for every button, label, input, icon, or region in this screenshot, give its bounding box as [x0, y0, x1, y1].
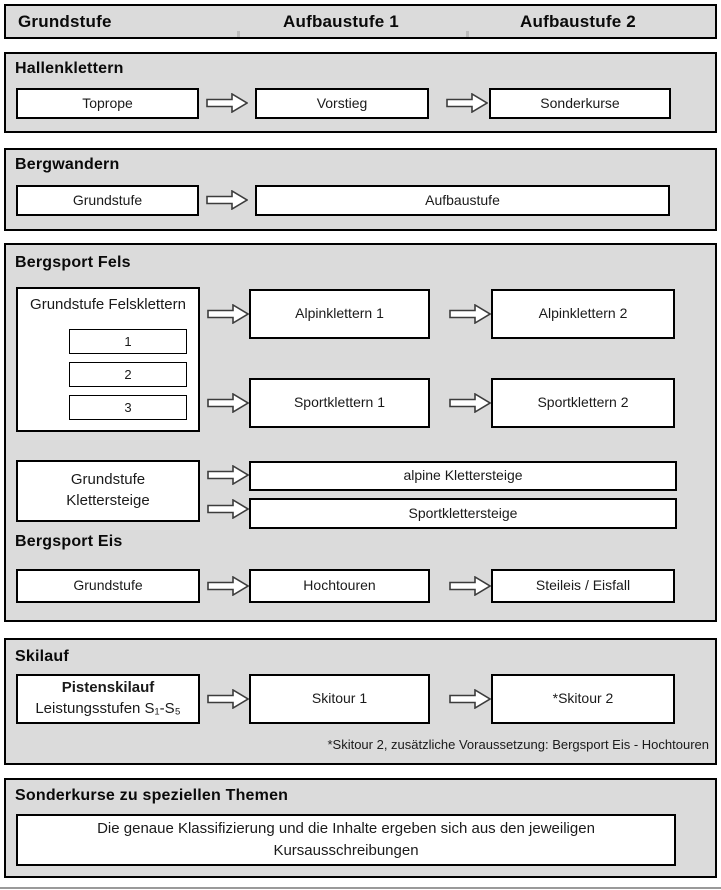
column-tick [466, 31, 469, 37]
arrow-right-icon [449, 689, 491, 709]
course-box-sportklettersteige: Sportklettersteige [249, 498, 677, 529]
skitour-2-footnote: *Skitour 2, zusätzliche Voraussetzung: Bergsport Eis - Hochtouren [327, 737, 709, 752]
page-bottom-rule [0, 887, 721, 889]
course-box-aufbaustufe-bergwandern: Aufbaustufe [255, 185, 670, 216]
arrow-right-icon [207, 465, 249, 485]
course-box-toprope: Toprope [16, 88, 199, 119]
arrow-right-icon [449, 393, 491, 413]
course-box-vorstieg: Vorstieg [255, 88, 429, 119]
arrow-right-icon [207, 689, 249, 709]
klettersteige-label-line2: Klettersteige [66, 492, 150, 509]
section-bergsport [4, 243, 717, 622]
felsklettern-label: Grundstufe Felsklettern [30, 296, 186, 313]
arrow-right-icon [449, 304, 491, 324]
section-bergwandern [4, 148, 717, 231]
arrow-right-icon [207, 576, 249, 596]
header-col-grundstufe: Grundstufe [18, 11, 112, 31]
section-title-fels: Bergsport Fels [15, 254, 131, 271]
course-box-sportklettern-2: Sportklettern 2 [491, 378, 675, 428]
course-box-alpine-klettersteige: alpine Klettersteige [249, 461, 677, 491]
course-box-hochtouren: Hochtouren [249, 569, 430, 603]
section-sonderkurse [4, 778, 717, 878]
section-title: Hallenklettern [15, 60, 124, 77]
course-box-steileis-eisfall: Steileis / Eisfall [491, 569, 675, 603]
level-box-1: 1 [69, 329, 187, 354]
level-box-3: 3 [69, 395, 187, 420]
arrow-right-icon [207, 304, 249, 324]
course-box-skitour-2: *Skitour 2 [491, 674, 675, 724]
arrow-right-icon [207, 499, 249, 519]
section-title-eis: Bergsport Eis [15, 533, 123, 550]
arrow-right-icon [446, 93, 488, 113]
section-title: Skilauf [15, 648, 69, 665]
header-bar [4, 4, 717, 39]
arrow-right-icon [206, 93, 248, 113]
course-box-alpinklettern-1: Alpinklettern 1 [249, 289, 430, 339]
level-box-2: 2 [69, 362, 187, 387]
section-skilauf [4, 638, 717, 765]
course-box-grundstufe-eis: Grundstufe [16, 569, 200, 603]
header-col-aufbaustufe-2: Aufbaustufe 2 [520, 11, 636, 31]
leistungsstufen-label: Leistungsstufen S₁-S₅ [35, 700, 181, 717]
arrow-right-icon [206, 190, 248, 210]
klettersteige-label-line1: Grundstufe [70, 471, 146, 489]
course-box-grundstufe-klettersteige [16, 460, 200, 522]
arrow-right-icon [207, 393, 249, 413]
course-box-skitour-1: Skitour 1 [249, 674, 430, 724]
course-box-alpinklettern-2: Alpinklettern 2 [491, 289, 675, 339]
course-box-sonderkurse: Sonderkurse [489, 88, 671, 119]
course-box-grundstufe-bergwandern: Grundstufe [16, 185, 199, 216]
pistenskilauf-label: Pistenskilauf [61, 679, 155, 697]
section-hallenklettern [4, 52, 717, 133]
column-tick [237, 31, 240, 37]
course-box-sportklettern-1: Sportklettern 1 [249, 378, 430, 428]
arrow-right-icon [449, 576, 491, 596]
course-box-pistenskilauf [16, 674, 200, 724]
section-title: Bergwandern [15, 156, 120, 173]
sonderkurse-note-box: Die genaue Klassifizierung und die Inhalte ergeben sich aus den jeweiligen Kursausschreibungen [16, 814, 676, 866]
section-title: Sonderkurse zu speziellen Themen [15, 787, 289, 804]
header-col-aufbaustufe-1: Aufbaustufe 1 [283, 11, 399, 31]
